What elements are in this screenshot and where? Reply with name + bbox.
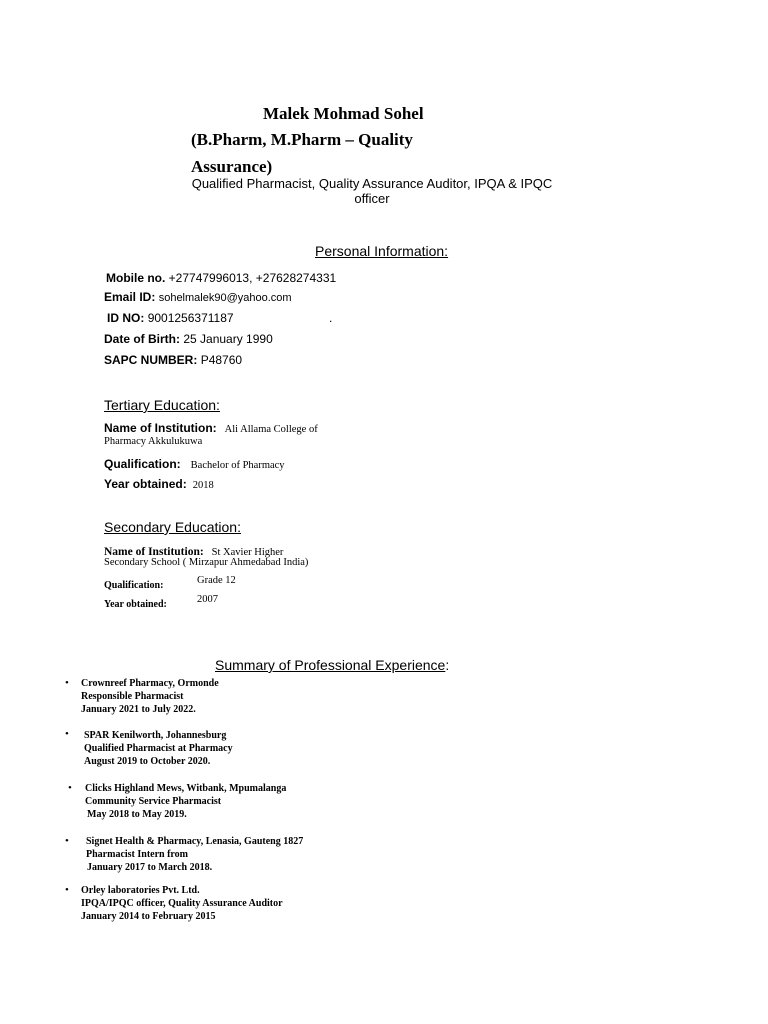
sapc-row	[104, 353, 242, 367]
tagline-line-2: officer	[354, 191, 390, 206]
tertiary-year-label: Year obtained:	[104, 477, 187, 491]
tertiary-institution-row	[104, 419, 318, 437]
experience-item	[81, 677, 219, 716]
bullet-icon: •	[68, 782, 72, 794]
bullet-icon: •	[65, 835, 69, 847]
secondary-qualification-value: Grade 12	[197, 575, 236, 586]
tertiary-qualification-value: Bachelor of Pharmacy	[190, 460, 285, 471]
bullet-icon: •	[65, 677, 69, 689]
id-label: ID NO:	[107, 311, 145, 325]
mobile-value: +27747996013, +27628274331	[168, 271, 337, 285]
degree-line-2: Assurance)	[191, 157, 273, 176]
experience-employer: Signet Health & Pharmacy, Lenasia, Gauteng 1827	[86, 836, 304, 847]
sapc-value: P48760	[200, 353, 243, 367]
tertiary-institution-value-1: Ali Allama College of	[224, 424, 318, 435]
mobile-label: Mobile no.	[106, 271, 166, 285]
experience-employer: Clicks Highland Mews, Witbank, Mpumalanga	[85, 783, 287, 794]
dob-row	[104, 332, 273, 346]
tertiary-year-value: 2018	[192, 480, 214, 491]
secondary-year-label: Year obtained:	[104, 599, 167, 610]
experience-dates: January 2017 to March 2018.	[87, 862, 213, 873]
tertiary-education-heading: Tertiary Education:	[104, 397, 220, 413]
secondary-institution-value-2: Secondary School ( Mirzapur Ahmedabad India)	[104, 557, 309, 568]
tertiary-institution-label: Name of Institution:	[104, 421, 217, 435]
candidate-name: Malek Mohmad Sohel	[263, 104, 424, 123]
experience-dates: May 2018 to May 2019.	[87, 809, 187, 820]
experience-item	[86, 835, 303, 874]
experience-employer: Crownreef Pharmacy, Ormonde	[81, 678, 219, 689]
secondary-year-value: 2007	[197, 594, 218, 605]
professional-experience-heading-colon: :	[445, 657, 450, 673]
email-label: Email ID:	[104, 290, 156, 304]
experience-dates: August 2019 to October 2020.	[84, 756, 211, 767]
experience-role: Responsible Pharmacist	[81, 691, 184, 702]
secondary-institution-label: Name of Institution:	[104, 546, 204, 558]
tagline-line-1: Qualified Pharmacist, Quality Assurance Auditor, IPQA & IPQC	[191, 176, 553, 191]
secondary-year-row	[104, 594, 167, 612]
email-value: sohelmalek90@yahoo.com	[158, 292, 292, 304]
id-value: 9001256371187	[147, 311, 234, 325]
experience-role: Qualified Pharmacist at Pharmacy	[84, 743, 233, 754]
mobile-row	[106, 271, 336, 285]
professional-experience-heading	[215, 657, 449, 673]
experience-dates: January 2021 to July 2022.	[81, 704, 196, 715]
email-row	[104, 290, 292, 304]
secondary-education-heading: Secondary Education:	[104, 519, 241, 535]
dob-value: 25 January 1990	[183, 332, 273, 346]
tertiary-year-row	[104, 475, 214, 493]
experience-employer: SPAR Kenilworth, Johannesburg	[84, 730, 227, 741]
secondary-qualification-row	[104, 575, 163, 593]
personal-information-heading: Personal Information:	[315, 243, 449, 259]
tertiary-institution-value-2: Pharmacy Akkulukuwa	[104, 436, 203, 447]
degree-line-1: (B.Pharm, M.Pharm – Quality	[191, 130, 413, 149]
id-trailing-mark: .	[329, 311, 333, 325]
experience-employer: Orley laboratories Pvt. Ltd.	[81, 885, 200, 896]
sapc-label: SAPC NUMBER:	[104, 353, 198, 367]
tertiary-qualification-row	[104, 455, 285, 473]
experience-item	[81, 884, 283, 923]
experience-role: Pharmacist Intern from	[86, 849, 189, 860]
bullet-icon: •	[65, 884, 69, 896]
experience-item	[84, 729, 233, 768]
secondary-institution-value-1: St Xavier Higher	[211, 547, 284, 558]
bullet-icon: •	[65, 728, 69, 740]
secondary-qualification-label: Qualification:	[104, 580, 164, 591]
experience-item	[85, 782, 286, 821]
experience-role: Community Service Pharmacist	[85, 796, 222, 807]
experience-role: IPQA/IPQC officer, Quality Assurance Auditor	[81, 898, 283, 909]
tertiary-qualification-label: Qualification:	[104, 457, 181, 471]
professional-experience-heading-text: Summary of Professional Experience	[215, 657, 446, 673]
dob-label: Date of Birth:	[104, 332, 180, 346]
id-row	[107, 311, 234, 325]
experience-dates: January 2014 to February 2015	[81, 911, 216, 922]
